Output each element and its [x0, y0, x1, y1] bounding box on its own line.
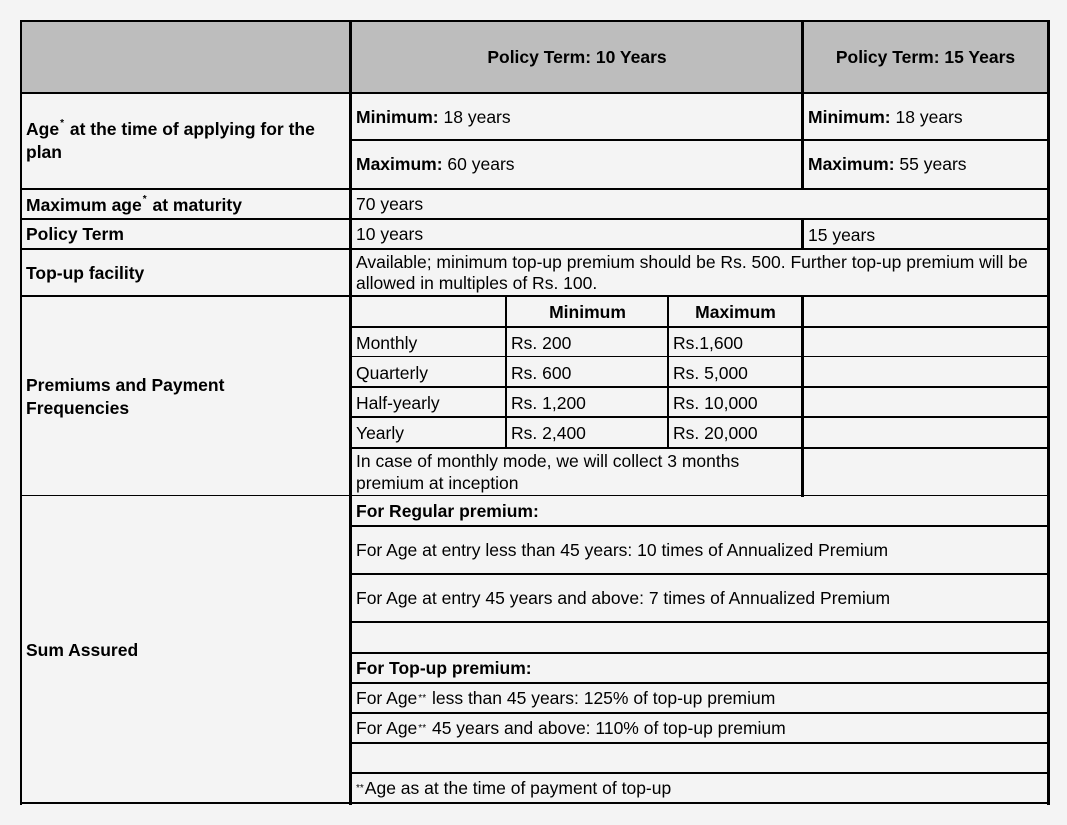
grid-line [20, 20, 1050, 22]
grid-line [351, 525, 1050, 527]
policy-term-15: 15 years [808, 225, 876, 246]
grid-line [349, 20, 352, 805]
premium-min: Rs. 1,200 [511, 392, 586, 413]
premium-mode: Half-yearly [356, 392, 440, 413]
header-term-10: Policy Term: 10 Years [351, 20, 803, 94]
premium-max: Rs. 5,000 [673, 362, 748, 383]
premiums-col-minimum: Minimum [549, 301, 626, 322]
max-age-maturity-value: 70 years [356, 193, 424, 214]
premium-mode: Quarterly [356, 362, 428, 383]
grid-line [351, 682, 1050, 684]
grid-line [351, 772, 1050, 774]
topup-facility-value: Available; minimum top-up premium should be Rs. 500. Further top-up premium will be allowed in multiples of Rs. 100. [356, 251, 1028, 293]
grid-line [20, 802, 1050, 804]
grid-line [351, 621, 1050, 623]
grid-line [20, 218, 1050, 220]
regular-premium-heading: For Regular premium: [356, 501, 539, 522]
grid-line [20, 248, 1050, 250]
premiums-label: Premiums and Payment Frequencies [26, 374, 225, 418]
grid-line [20, 92, 1050, 94]
premium-max: Rs. 20,000 [673, 422, 758, 443]
premiums-col-maximum: Maximum [695, 301, 776, 322]
premium-min: Rs. 600 [511, 362, 572, 383]
grid-line [505, 296, 507, 448]
topup-premium-line: For Age ** 45 years and above: 110% of top-up premium [356, 718, 786, 739]
grid-line [351, 139, 1050, 141]
grid-line [801, 219, 804, 250]
sum-assured-blank-row [352, 623, 1048, 652]
premium-min: Rs. 2,400 [511, 422, 586, 443]
premium-max: Rs.1,600 [673, 332, 744, 353]
grid-line [667, 296, 669, 448]
grid-line [801, 20, 804, 189]
topup-premium-heading: For Top-up premium: [356, 657, 532, 678]
grid-line [351, 712, 1050, 714]
grid-line [351, 742, 1050, 744]
grid-line [351, 573, 1050, 575]
age-apply-15-min: Minimum: 18 years [808, 106, 963, 127]
age-apply-15-max: Maximum: 55 years [808, 154, 967, 175]
regular-premium-line: For Age at entry less than 45 years: 10 times of Annualized Premium [356, 540, 889, 561]
grid-line [351, 356, 1050, 357]
topup-facility-label: Top-up facility [26, 262, 145, 283]
policy-term-10: 10 years [356, 224, 424, 245]
policy-term-label: Policy Term [26, 224, 124, 245]
premium-max: Rs. 10,000 [673, 392, 758, 413]
grid-line [351, 326, 1050, 328]
age-apply-10-min: Minimum: 18 years [356, 106, 511, 127]
grid-line [20, 188, 1050, 190]
premium-mode: Monthly [356, 332, 418, 353]
regular-premium-line: For Age at entry 45 years and above: 7 times of Annualized Premium [356, 588, 891, 609]
topup-premium-line: For Age ** less than 45 years: 125% of top-up premium [356, 688, 776, 709]
grid-line [351, 652, 1050, 654]
grid-line [20, 495, 1050, 496]
grid-line [20, 20, 22, 805]
header-blank-cell [20, 20, 351, 94]
sum-assured-label: Sum Assured [26, 639, 139, 660]
grid-line [1047, 20, 1050, 805]
grid-line [351, 386, 1050, 388]
grid-line [351, 416, 1050, 418]
topup-footnote: ** Age as at the time of payment of top-up [356, 778, 672, 799]
grid-line [351, 447, 1050, 449]
age-apply-10-max: Maximum: 60 years [356, 154, 515, 175]
premium-mode: Yearly [356, 422, 404, 443]
age-apply-label: Age* at the time of applying for the plan [26, 118, 315, 162]
premiums-note: In case of monthly mode, we will collect 3 months premium at inception [356, 451, 740, 493]
premium-min: Rs. 200 [511, 332, 572, 353]
header-term-15: Policy Term: 15 Years [803, 20, 1048, 94]
grid-line [20, 295, 1050, 297]
max-age-maturity-label: Maximum age* at maturity [26, 193, 242, 215]
sum-assured-blank-row [352, 744, 1048, 773]
